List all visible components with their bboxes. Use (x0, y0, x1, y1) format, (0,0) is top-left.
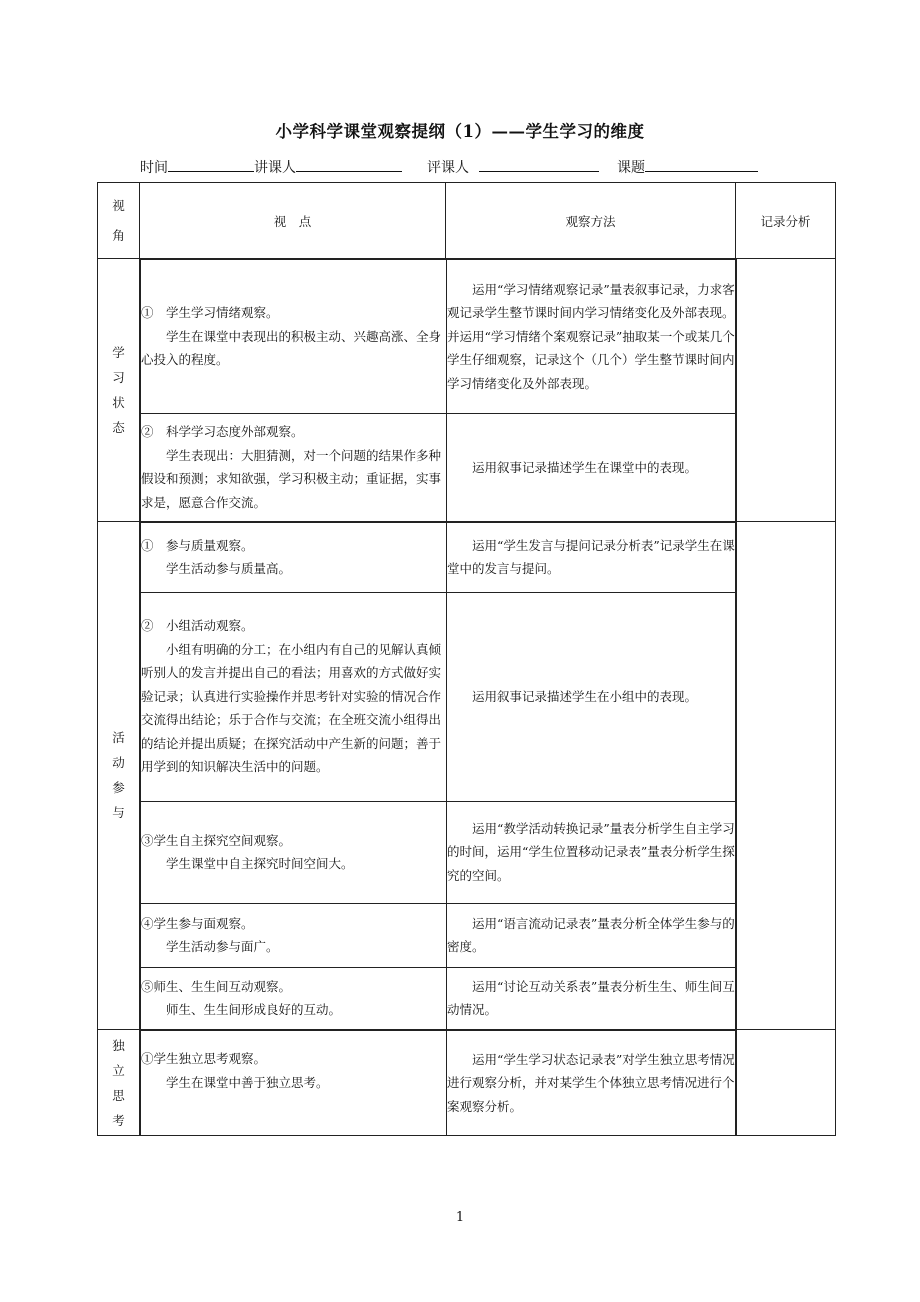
header-analysis: 记录分析 (736, 183, 836, 259)
method-cell: 运用“学习情绪观察记录”量表叙事记录，力求客观记录学生整节课时间内学习情绪变化及外部表现。并运用“学习情绪个案观察记录”抽取某一个或某几个学生仔细观察，记录这个（几个）学生整节课时间内学习情绪变化及外部表现。 (447, 260, 737, 414)
method-cell: 运用叙事记录描述学生在小组中的表现。 (447, 592, 737, 801)
method-cell: 运用叙事记录描述学生在课堂中的表现。 (447, 414, 737, 521)
table-row (141, 801, 737, 903)
header-row (98, 183, 836, 259)
header-method: 观察方法 (446, 183, 736, 259)
viewpoint-cell: ③学生自主探究空间观察。 学生课堂中自主探究时间空间大。 (141, 801, 447, 903)
time-field[interactable] (168, 156, 254, 172)
method-cell: 运用“教学活动转换记录”量表分析学生自主学习的时间，运用“学生位置移动记录表”量表分析学生探究的空间。 (447, 801, 737, 903)
section-participation (98, 521, 836, 1030)
viewpoint-cell: ② 小组活动观察。 小组有明确的分工；在小组内有自己的见解认真倾听别人的发言并提出自己的看法；用喜欢的方式做好实验记录；认真进行实验操作并思考针对实验的情况合作交流得出结论；乐于合作与交流；在全班交流小组得出的结论并提出质疑；在探究活动中产生新的问题；善于用学到的知识解决生活中的问题。 (141, 592, 447, 801)
viewpoint-cell: ① 参与质量观察。 学生活动参与质量高。 (141, 522, 447, 592)
analysis-cell[interactable] (736, 1030, 836, 1136)
lecturer-field[interactable] (296, 156, 402, 172)
viewpoint-cell: ② 科学学习态度外部观察。 学生表现出：大胆猜测，对一个问题的结果作多种假设和预测；求知欲强，学习积极主动；重证据，实事求是，愿意合作交流。 (141, 414, 447, 521)
lecturer-label: 讲课人 (254, 160, 296, 176)
method-cell: 运用“学生发言与提问记录分析表”记录学生在课堂中的发言与提问。 (447, 522, 737, 592)
table-row (141, 414, 737, 521)
table-row (141, 903, 737, 967)
table-row (141, 967, 737, 1029)
header-viewpoint: 视 点 (140, 183, 446, 259)
viewpoint-cell: ⑤师生、生生间互动观察。 师生、生生间形成良好的互动。 (141, 967, 447, 1029)
method-cell: 运用“学生学习状态记录表”对学生独立思考情况进行观察分析，并对某学生个体独立思考情况进行个案观察分析。 (447, 1031, 737, 1135)
method-cell: 运用“讨论互动关系表”量表分析生生、师生间互动情况。 (447, 967, 737, 1029)
table-row (141, 260, 737, 414)
topic-field[interactable] (645, 156, 758, 172)
dimension-cell: 学 习 状 态 (98, 259, 140, 522)
section-independent-thinking (98, 1030, 836, 1136)
topic-label: 课题 (617, 160, 645, 176)
page-title: 小学科学课堂观察提纲（1）——学生学习的维度 (275, 122, 645, 141)
viewpoint-cell: ① 学生学习情绪观察。 学生在课堂中表现出的积极主动、兴趣高涨、全身心投入的程度。 (141, 260, 447, 414)
method-cell: 运用“语言流动记录表”量表分析全体学生参与的密度。 (447, 903, 737, 967)
reviewer-field[interactable] (479, 156, 599, 172)
viewpoint-cell: ④学生参与面观察。 学生活动参与面广。 (141, 903, 447, 967)
viewpoint-cell: ①学生独立思考观察。 学生在课堂中善于独立思考。 (141, 1031, 447, 1135)
header-dimension: 视 角 (98, 183, 140, 259)
observation-table (97, 182, 836, 1136)
analysis-cell[interactable] (736, 259, 836, 522)
meta-line (140, 156, 758, 177)
table-row (141, 522, 737, 592)
table-row (141, 592, 737, 801)
section-learning-state (98, 259, 836, 522)
analysis-cell[interactable] (736, 521, 836, 1030)
dimension-cell: 活 动 参 与 (98, 521, 140, 1030)
reviewer-label: 评课人 (427, 160, 469, 176)
time-label: 时间 (140, 160, 168, 176)
page-number: 1 (455, 1210, 465, 1225)
dimension-cell: 独 立 思 考 (98, 1030, 140, 1136)
table-row (141, 1031, 737, 1135)
